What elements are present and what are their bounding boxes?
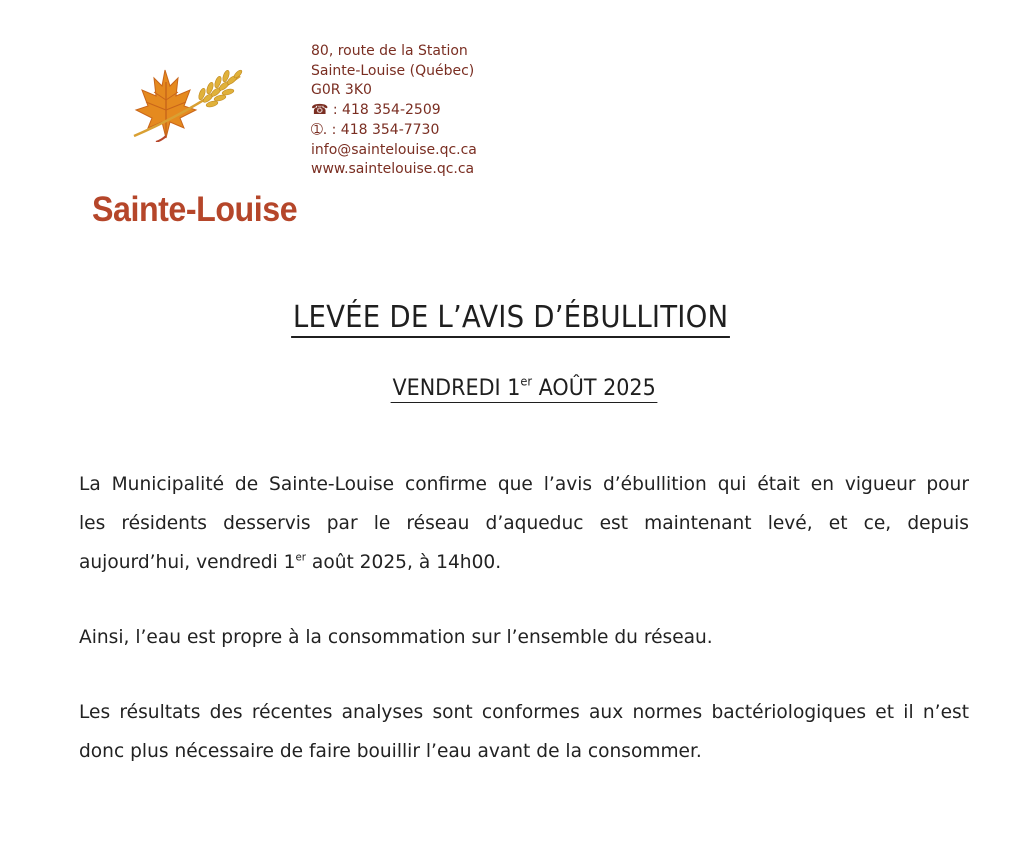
notice-date-container (0, 375, 1021, 403)
paragraph-line (79, 543, 969, 582)
notice-title-container (0, 300, 1021, 338)
maple-leaf-wheat-icon (90, 62, 290, 142)
notice-date (390, 375, 657, 403)
address-line-2: Sainte-Louise (Québec) (311, 62, 475, 79)
address-line-1: 80, route de la Station (311, 43, 468, 59)
postal-code: G0R 3K0 (311, 82, 372, 99)
fax-number: ➀. : 418 354-7730 (311, 121, 440, 138)
paragraph-line-sup: er (295, 552, 307, 564)
website-address: www.saintelouise.qc.ca (311, 161, 475, 178)
notice-date-suffix: AOÛT 2025 (531, 375, 656, 401)
paragraph-line-prefix: aujourd’hui, vendredi 1 (79, 552, 296, 573)
paragraph-line: les résidents desservis par le réseau d’aqueduc est maintenant levé, et ce, depuis (79, 513, 969, 534)
contact-block (311, 42, 477, 180)
notice-date-sup: er (520, 374, 532, 389)
municipality-logo (90, 62, 298, 229)
paragraph-confirmation (79, 465, 969, 582)
notice-title: LEVÉE DE L’AVIS D’ÉBULLITION (291, 300, 730, 338)
email-address: info@saintelouise.qc.ca (311, 141, 477, 158)
logo-wordmark: Sainte-Louise (92, 190, 298, 229)
paragraph-analysis-results (79, 693, 969, 771)
paragraph-line-suffix: août 2025, à 14h00. (306, 552, 502, 573)
paragraph-water-safe: Ainsi, l’eau est propre à la consommation sur l’ensemble du réseau. (79, 627, 713, 648)
paragraph-line: donc plus nécessaire de faire bouillir l’eau avant de la consommer. (79, 741, 702, 762)
paragraph-line: La Municipalité de Sainte-Louise confirme que l’avis d’ébullition qui était en vigueur pour (79, 474, 969, 495)
phone-number: ☎ : 418 354-2509 (311, 102, 441, 119)
notice-date-prefix: VENDREDI 1 (392, 375, 521, 401)
paragraph-line: Les résultats des récentes analyses sont conformes aux normes bactériologiques et il n’est (79, 702, 969, 723)
